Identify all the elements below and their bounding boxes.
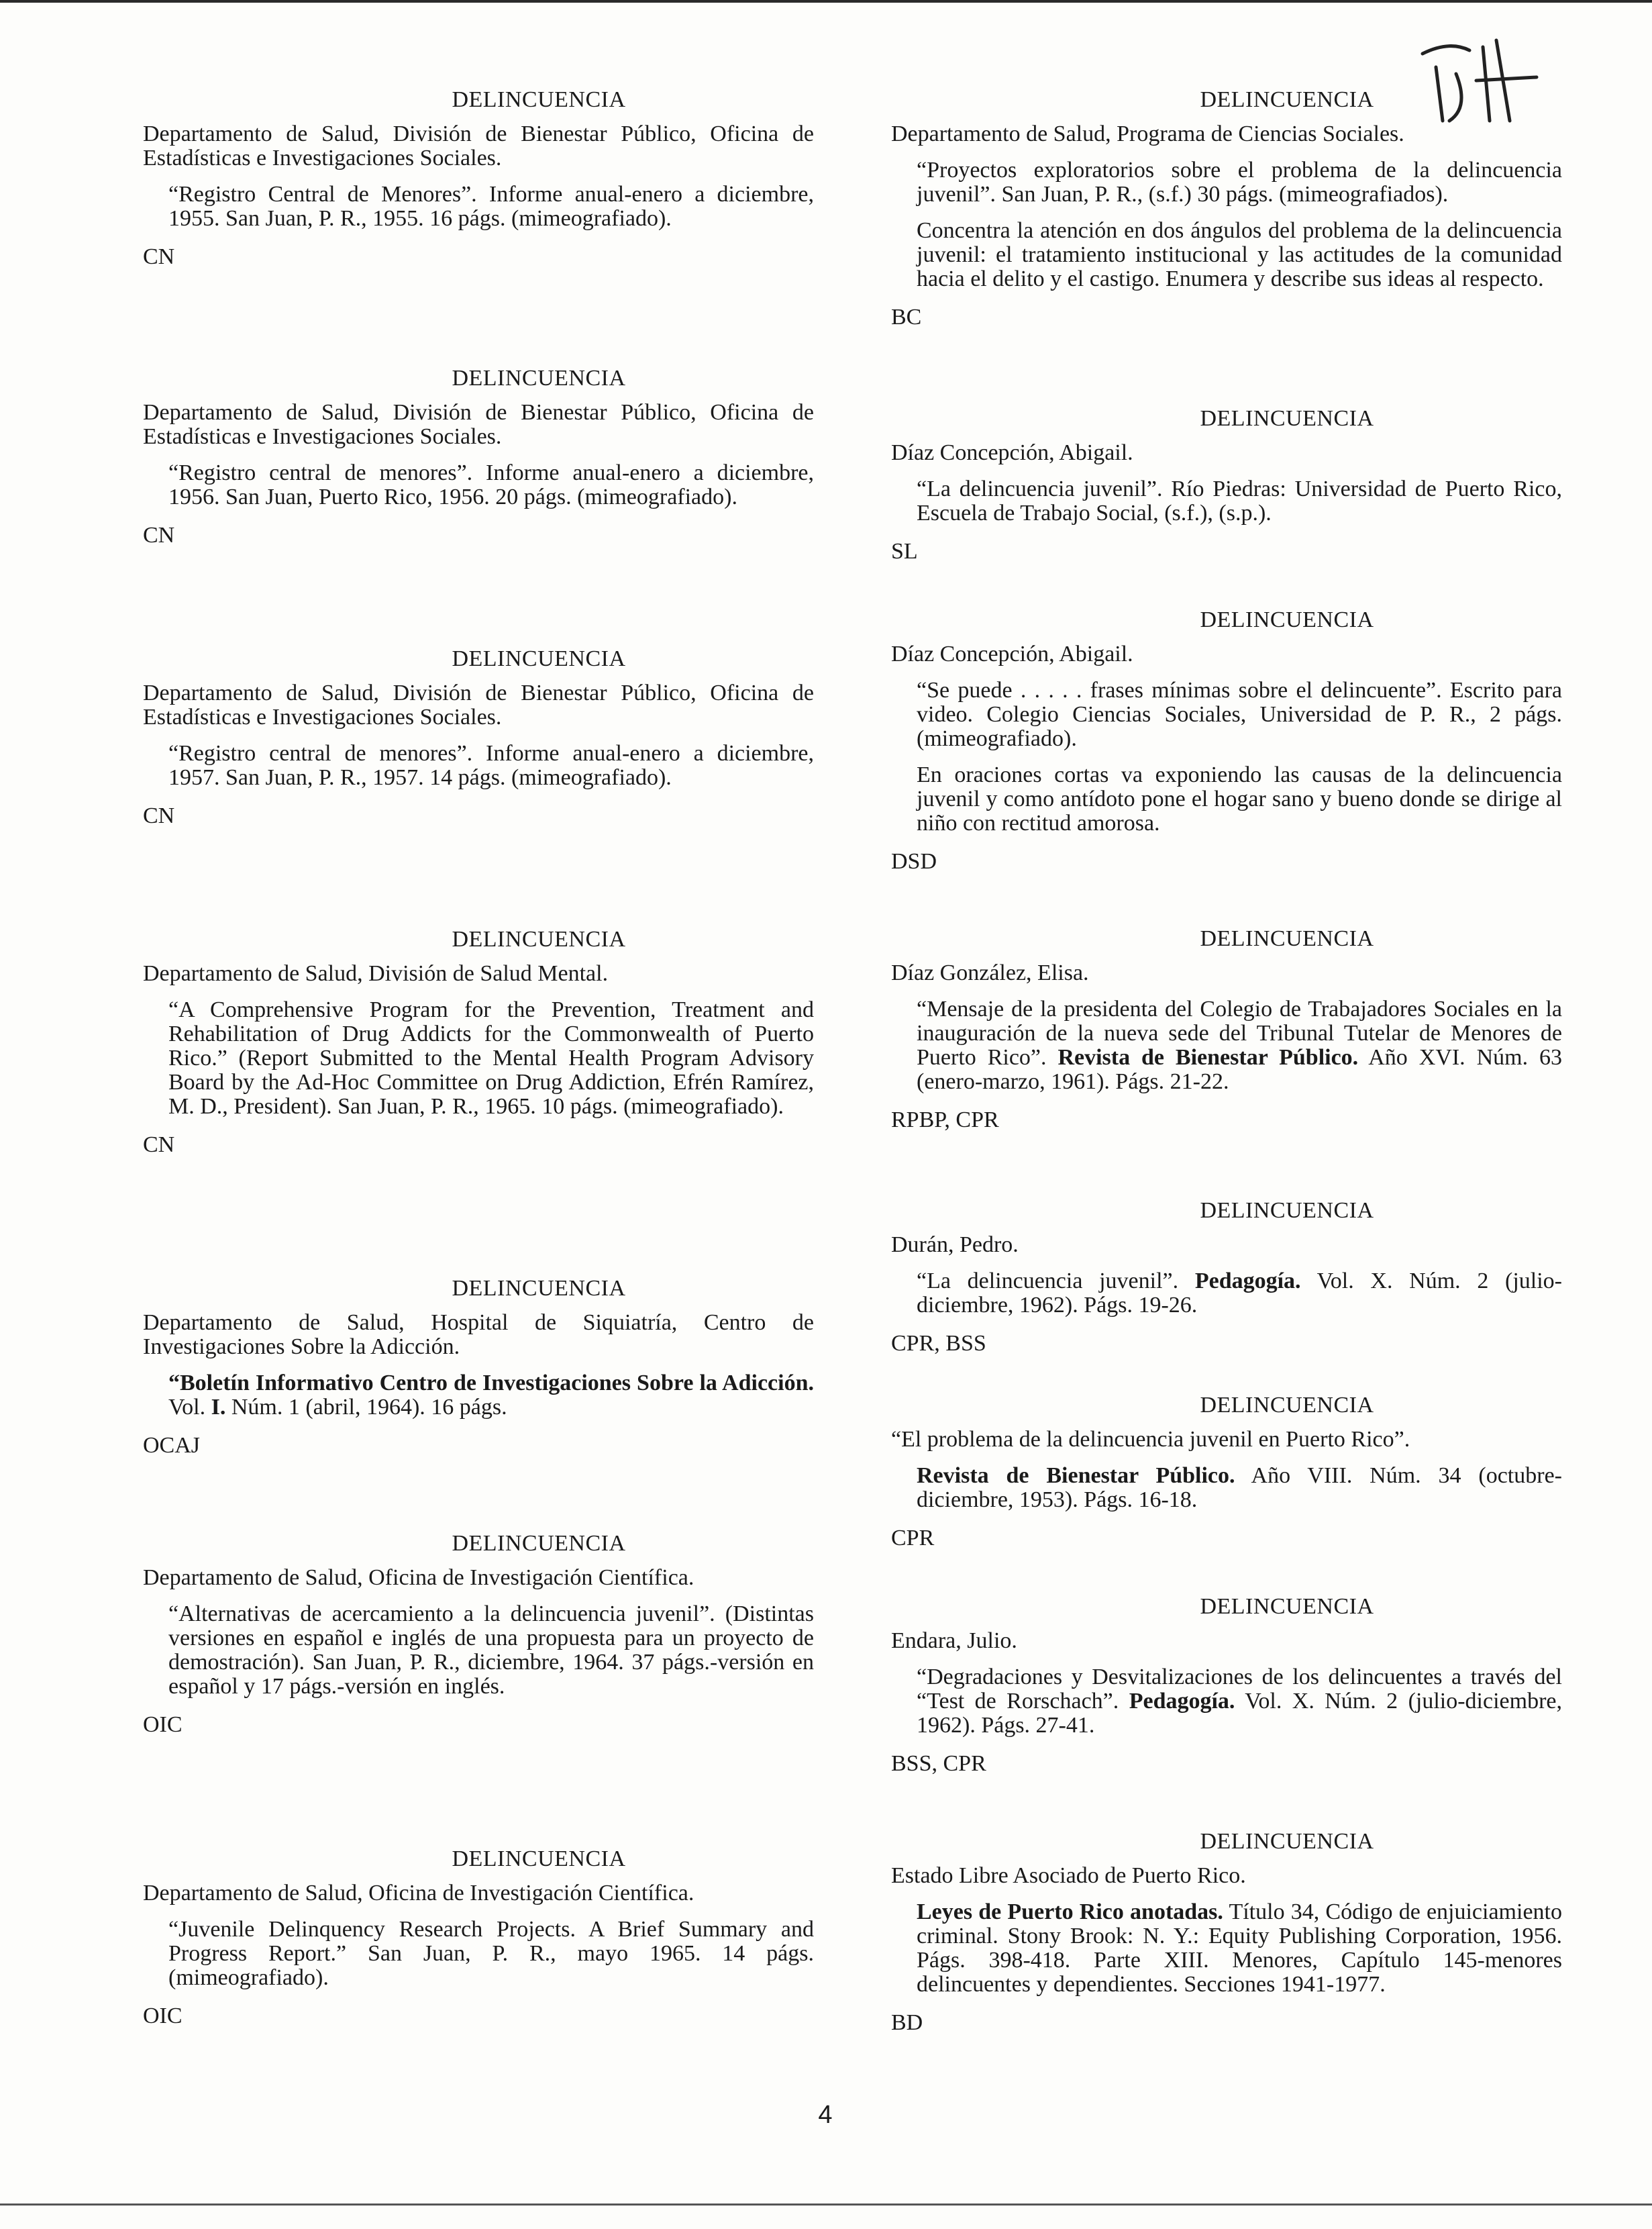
entry <box>143 87 814 366</box>
entry-abstract: En oraciones cortas va exponiendo las causas de la delincuencia juvenil y como antídoto pone el hogar sano y bueno donde se dirige al niño con rectitud amorosa. <box>917 762 1562 836</box>
entry-citation <box>891 1665 1562 1738</box>
entry-codes: OCAJ <box>143 1433 201 1458</box>
entry-author: Departamento de Salud, División de Salud Mental. <box>143 961 609 986</box>
entry-codes: BC <box>891 305 922 330</box>
top-rule <box>0 0 1652 3</box>
citation-title: “Degradaciones y Desvitalizaciones de los delincuentes a través del “Test de Rorschach”. <box>917 1665 1562 1714</box>
entry-author: Departamento de Salud, Hospital de Siquiatría, Centro de Investigaciones Sobre la Adicción. <box>143 1310 814 1359</box>
entry-citation: “Alternativas de acercamiento a la delincuencia juvenil”. (Distintas versiones en español e inglés de una propuesta para un proyecto de demostración). San Juan, P. R., diciembre, 1964. 37 págs.-versión en español y 17 págs.-versión en inglés. <box>168 1601 814 1699</box>
entry-heading: DELINCUENCIA <box>1200 1198 1374 1223</box>
entry-heading: DELINCUENCIA <box>452 1531 626 1556</box>
entry-codes: CN <box>143 1132 175 1157</box>
entry-citation: “Registro central de menores”. Informe anual-enero a diciembre, 1957. San Juan, P. R., 1957. 14 págs. (mimeografiado). <box>168 741 814 790</box>
entry-heading: DELINCUENCIA <box>1200 607 1374 632</box>
citation-details: Núm. 1 (abril, 1964). 16 págs. <box>225 1395 507 1420</box>
entry-heading: DELINCUENCIA <box>452 1846 626 1871</box>
entry-citation: “La delincuencia juvenil”. Río Piedras: Universidad de Puerto Rico, Escuela de Trabajo Social, (s.f.), (s.p.). <box>917 477 1562 526</box>
entry-heading: DELINCUENCIA <box>1200 87 1374 112</box>
entry-author: Departamento de Salud, División de Bienestar Público, Oficina de Estadísticas e Investigaciones Sociales. <box>143 681 814 730</box>
entry-codes: OIC <box>143 2003 183 2028</box>
entry-codes: CPR <box>891 1526 935 1550</box>
entry-citation: “A Comprehensive Program for the Prevention, Treatment and Rehabilitation of Drug Addicts for the Commonwealth of Puerto Rico.” (Report Submitted to the Mental Health Program Advisory Board by the Ad-Hoc Committee on Drug Addiction, Efrén Ramírez, M. D., President). San Juan, P. R., 1965. 10 págs. (mimeografiado). <box>168 997 814 1119</box>
entry-codes: CPR, BSS <box>891 1331 986 1356</box>
citation-volume: I. <box>211 1395 226 1420</box>
entry-codes: CN <box>143 803 175 828</box>
citation-journal: Pedagogía. <box>1194 1269 1301 1293</box>
entry-citation: “Se puede . . . . . frases mínimas sobre el delincuente”. Escrito para video. Colegio Ciencias Sociales, Universidad de P. R., 2 págs. (mimeografiado). <box>917 678 1562 751</box>
citation-title: “La delincuencia juvenil”. <box>917 1269 1195 1293</box>
entry-abstract: Concentra la atención en dos ángulos del problema de la delincuencia juvenil: el tratamiento institucional y las actitudes de la comunidad hacia el delito y el castigo. Enumera y describe sus ideas al respecto. <box>917 218 1562 291</box>
entry <box>891 1829 1562 2036</box>
entry-heading: DELINCUENCIA <box>1200 1594 1374 1619</box>
entry-heading: DELINCUENCIA <box>452 646 626 671</box>
entry <box>143 1846 814 2029</box>
entry <box>143 1531 814 1846</box>
entry-author: Endara, Julio. <box>891 1628 1017 1653</box>
page-number: 4 <box>818 2101 833 2129</box>
entry <box>891 1198 1562 1393</box>
entry-codes: SL <box>891 539 918 564</box>
entry-codes: OIC <box>143 1712 183 1737</box>
citation-details: Vol. X. Núm. 2 (julio-diciembre, 1962). Págs. 19-26. <box>917 1269 1563 1318</box>
entry-citation <box>891 1464 1562 1512</box>
entry <box>891 406 1562 607</box>
entry-author: Díaz Concepción, Abigail. <box>891 440 1133 465</box>
entry-codes: CN <box>143 244 175 269</box>
entry-author: Durán, Pedro. <box>891 1232 1019 1257</box>
entry-citation: “Registro central de menores”. Informe anual-enero a diciembre, 1956. San Juan, Puerto Rico, 1956. 20 págs. (mimeografiado). <box>168 460 814 509</box>
citation-title: Leyes de Puerto Rico anotadas. <box>917 1899 1223 1924</box>
entry-heading: DELINCUENCIA <box>452 1276 626 1301</box>
entry-codes: DSD <box>891 849 937 874</box>
entry-author: Departamento de Salud, División de Bienestar Público, Oficina de Estadísticas e Investigaciones Sociales. <box>143 400 814 449</box>
entry-author: Departamento de Salud, Oficina de Investigación Científica. <box>143 1881 694 1905</box>
entry-citation: “Proyectos exploratorios sobre el problema de la delincuencia juvenil”. San Juan, P. R., (s.f.) 30 págs. (mimeografiados). <box>917 158 1562 207</box>
entry-heading: DELINCUENCIA <box>1200 406 1374 431</box>
entry <box>143 1276 814 1531</box>
entry-citation <box>891 997 1562 1094</box>
citation-journal: Pedagogía. <box>1129 1689 1235 1714</box>
entry-author: Díaz González, Elisa. <box>891 960 1089 985</box>
citation-details: Vol. X. Núm. 2 (julio-diciembre, 1962). Págs. 27-41. <box>917 1689 1562 1738</box>
entry-author: Díaz Concepción, Abigail. <box>891 642 1133 666</box>
citation-journal: Revista de Bienestar Público. <box>917 1463 1235 1488</box>
entry-codes: RPBP, CPR <box>891 1107 999 1132</box>
entry <box>891 1393 1562 1594</box>
bottom-rule <box>0 2203 1652 2206</box>
entry-citation <box>143 1371 814 1420</box>
citation-title: “Boletín Informativo Centro de Investigaciones Sobre la Adicción. <box>168 1371 814 1395</box>
entry-codes: BSS, CPR <box>891 1751 986 1776</box>
entry <box>891 607 1562 926</box>
entry-author: Departamento de Salud, Oficina de Investigación Científica. <box>143 1565 694 1590</box>
citation-volume-label: Vol. <box>168 1395 211 1420</box>
entry-heading: DELINCUENCIA <box>452 87 626 112</box>
citation-details: Año XVI. Núm. 63 (enero-marzo, 1961). Págs. 21-22. <box>917 1045 1563 1094</box>
entry <box>143 646 814 927</box>
right-column <box>891 87 1562 2036</box>
citation-details: Título 34, Código de enjuiciamiento criminal. Stony Brook: N. Y.: Equity Publishing Corporation, 1956. Págs. 398-418. Parte XIII. Menores, Capítulo 145-menores delincuentes y dependientes. Secciones 1941-1977. <box>917 1899 1562 1997</box>
citation-title: “Mensaje de la presidenta del Colegio de Trabajadores Sociales en la inauguración de la nueva sede del Tribunal Tutelar de Menores de Puerto Rico”. <box>917 997 1562 1070</box>
entry-citation <box>891 1900 1562 1997</box>
entry-heading: DELINCUENCIA <box>1200 1829 1374 1854</box>
entry <box>891 87 1562 406</box>
entry-citation <box>891 1269 1562 1318</box>
entry-citation: “Juvenile Delinquency Research Projects. A Brief Summary and Progress Report.” San Juan, P. R., mayo 1965. 14 págs. (mimeografiado). <box>168 1917 814 1990</box>
entry <box>891 926 1562 1198</box>
entry-heading: DELINCUENCIA <box>452 366 626 391</box>
left-column <box>143 87 814 2029</box>
entry-heading: DELINCUENCIA <box>1200 1393 1374 1418</box>
entry-author: Departamento de Salud, Programa de Ciencias Sociales. <box>891 121 1404 146</box>
entry-heading: DELINCUENCIA <box>1200 926 1374 951</box>
citation-journal: Revista de Bienestar Público. <box>1057 1045 1359 1070</box>
citation-details: Año VIII. Núm. 34 (octubre-diciembre, 1953). Págs. 16-18. <box>917 1463 1562 1512</box>
entry-author: “El problema de la delincuencia juvenil en Puerto Rico”. <box>891 1427 1410 1452</box>
entry-codes: BD <box>891 2010 923 2035</box>
entry-author: Departamento de Salud, División de Bienestar Público, Oficina de Estadísticas e Investigaciones Sociales. <box>143 121 814 170</box>
entry-citation: “Registro Central de Menores”. Informe anual-enero a diciembre, 1955. San Juan, P. R., 1955. 16 págs. (mimeografiado). <box>168 182 814 231</box>
entry-codes: CN <box>143 523 175 548</box>
entry <box>891 1594 1562 1829</box>
entry-heading: DELINCUENCIA <box>452 927 626 952</box>
entry-author: Estado Libre Asociado de Puerto Rico. <box>891 1863 1246 1888</box>
entry <box>143 927 814 1276</box>
entry <box>143 366 814 646</box>
